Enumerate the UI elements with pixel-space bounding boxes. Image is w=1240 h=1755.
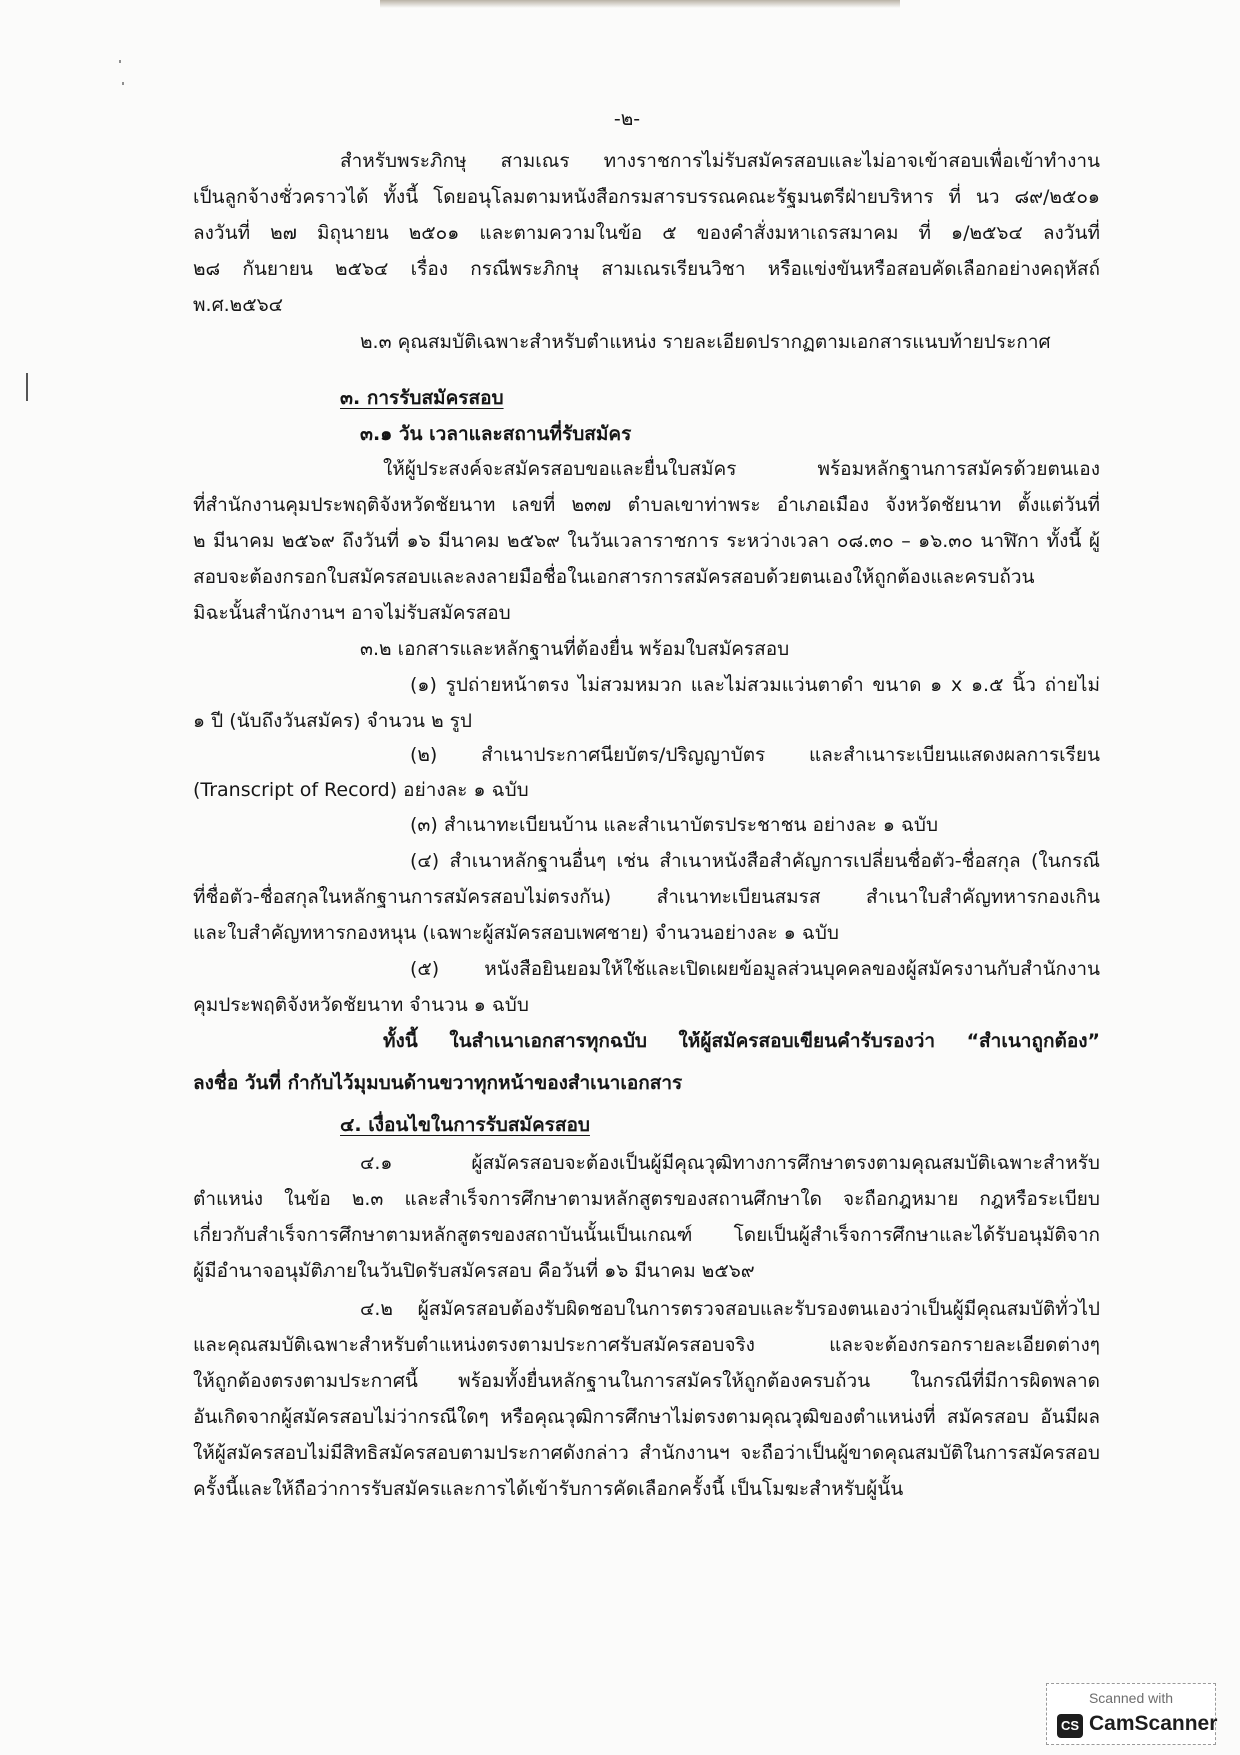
- text-line: ตำแหน่ง ในข้อ ๒.๓ และสำเร็จการศึกษาตามหลักสูตรของสถานศึกษาใด จะถือกฎหมาย กฎหรือระเบียบ: [193, 1188, 1100, 1210]
- section-4-heading: ๔. เงื่อนไขในการรับสมัครสอบ: [340, 1114, 590, 1136]
- text-line: ที่ชื่อตัว-ชื่อสกุลในหลักฐานการสมัครสอบไม่ตรงกัน) สำเนาทะเบียนสมรส สำเนาใบสำคัญทหารกองเกิน: [193, 886, 1100, 908]
- scan-speck: [119, 60, 121, 63]
- section-3-heading: ๓. การรับสมัครสอบ: [340, 387, 504, 409]
- text-line: ครั้งนี้และให้ถือว่าการรับสมัครและการได้เข้ารับการคัดเลือกครั้งนี้ เป็นโมฆะสำหรับผู้นั้น: [193, 1478, 904, 1500]
- text-line: สอบจะต้องกรอกใบสมัครสอบและลงลายมือชื่อในเอกสารการสมัครสอบด้วยตนเองให้ถูกต้องและครบถ้วน: [193, 566, 1035, 588]
- text-line: และใบสำคัญทหารกองหนุน (เฉพาะผู้สมัครสอบเพศชาย) จำนวนอย่างละ ๑ ฉบับ: [193, 922, 839, 944]
- section-3-1-heading: ๓.๑ วัน เวลาและสถานที่รับสมัคร: [360, 423, 632, 445]
- text-line: ผู้มีอำนาจอนุมัติภายในวันปิดรับสมัครสอบ คือวันที่ ๑๖ มีนาคม ๒๕๖๙: [193, 1260, 755, 1282]
- text-line: เกี่ยวกับสำเร็จการศึกษาตามหลักสูตรของสถาบันนั้นเป็นเกณฑ์ โดยเป็นผู้สำเร็จการศึกษาและได้รับอนุมัติจาก: [193, 1224, 1100, 1246]
- section-3-2-heading: ๓.๒ เอกสารและหลักฐานที่ต้องยื่น พร้อมใบสมัครสอบ: [360, 638, 790, 660]
- watermark-caption: Scanned with: [1088, 1690, 1174, 1706]
- text-line: ทั้งนี้ ในสำเนาเอกสารทุกฉบับ ให้ผู้สมัครสอบเขียนคำรับรองว่า “สำเนาถูกต้อง”: [383, 1030, 1100, 1052]
- text-line: ให้ผู้สมัครสอบไม่มีสิทธิสมัครสอบตามประกาศดังกล่าว สำนักงานฯ จะถือว่าเป็นผู้ขาดคุณสมบัติในการสมัครสอบ: [193, 1442, 1100, 1464]
- text-line: ให้ถูกต้องตรงตามประกาศนี้ พร้อมทั้งยื่นหลักฐานในการสมัครให้ถูกต้องครบถ้วน ในกรณีที่มีการผิดพลาด: [193, 1370, 1100, 1392]
- text-line: คุมประพฤติจังหวัดชัยนาท จำนวน ๑ ฉบับ: [193, 994, 529, 1016]
- text-line: ๔.๒ ผู้สมัครสอบต้องรับผิดชอบในการตรวจสอบและรับรองตนเองว่าเป็นผู้มีคุณสมบัติทั่วไป: [360, 1298, 1100, 1320]
- text-line: มิฉะนั้นสำนักงานฯ อาจไม่รับสมัครสอบ: [193, 602, 511, 624]
- text-line: เป็นลูกจ้างชั่วคราวได้ ทั้งนี้ โดยอนุโลมตามหนังสือกรมสารบรรณคณะรัฐมนตรีฝ่ายบริหาร ที่ นว ๘๙/๒๕๐๑: [193, 186, 1100, 208]
- text-line: สำหรับพระภิกษุ สามเณร ทางราชการไม่รับสมัครสอบและไม่อาจเข้าสอบเพื่อเข้าทำงาน: [340, 150, 1100, 172]
- scan-margin-mark: [26, 373, 28, 401]
- scan-edge-shadow: [380, 0, 900, 8]
- text-line: (๑) รูปถ่ายหน้าตรง ไม่สวมหมวก และไม่สวมแว่นตาดำ ขนาด ๑ x ๑.๕ นิ้ว ถ่ายไม่: [410, 674, 1100, 696]
- text-line: (๕) หนังสือยินยอมให้ใช้และเปิดเผยข้อมูลส่วนบุคคลของผู้สมัครงานกับสำนักงาน: [410, 958, 1100, 980]
- text-line: ให้ผู้ประสงค์จะสมัครสอบขอและยื่นใบสมัคร พร้อมหลักฐานการสมัครด้วยตนเอง: [383, 458, 1100, 480]
- text-line: และคุณสมบัติเฉพาะสำหรับตำแหน่งตรงตามประกาศรับสมัครสอบจริง และจะต้องกรอกรายละเอียดต่างๆ: [193, 1334, 1100, 1356]
- text-line: (๔) สำเนาหลักฐานอื่นๆ เช่น สำเนาหนังสือสำคัญการเปลี่ยนชื่อตัว-ชื่อสกุล (ในกรณี: [410, 850, 1100, 872]
- scan-speck: [122, 82, 124, 85]
- text-line: ๑ ปี (นับถึงวันสมัคร) จำนวน ๒ รูป: [193, 710, 472, 732]
- text-line: พ.ศ.๒๕๖๔: [193, 294, 284, 316]
- camscanner-logo-icon: CS: [1057, 1714, 1083, 1738]
- text-line: ๒๘ กันยายน ๒๕๖๔ เรื่อง กรณีพระภิกษุ สามเณรเรียนวิชา หรือแข่งขันหรือสอบคัดเลือกอย่างคฤหัสถ์: [193, 258, 1100, 280]
- text-line: ๔.๑ ผู้สมัครสอบจะต้องเป็นผู้มีคุณวุฒิทางการศึกษาตรงตามคุณสมบัติเฉพาะสำหรับ: [360, 1152, 1100, 1174]
- text-line: ที่สำนักงานคุมประพฤติจังหวัดชัยนาท เลขที่ ๒๓๗ ตำบลเขาท่าพระ อำเภอเมือง จังหวัดชัยนาท ตั้งแต่วันที่: [193, 494, 1100, 516]
- text-line: (๓) สำเนาทะเบียนบ้าน และสำเนาบัตรประชาชน อย่างละ ๑ ฉบับ: [410, 814, 939, 836]
- text-line: (Transcript of Record) อย่างละ ๑ ฉบับ: [193, 779, 529, 801]
- text-line: ลงชื่อ วันที่ กำกับไว้มุมบนด้านขวาทุกหน้าของสำเนาเอกสาร: [193, 1072, 683, 1094]
- section-2-3-heading: ๒.๓ คุณสมบัติเฉพาะสำหรับตำแหน่ง รายละเอียดปรากฏตามเอกสารแนบท้ายประกาศ: [360, 331, 1051, 353]
- camscanner-watermark: [1046, 1683, 1216, 1745]
- watermark-brand: CamScanner: [1089, 1712, 1218, 1735]
- text-line: ลงวันที่ ๒๗ มิถุนายน ๒๕๐๑ และตามความในข้อ ๕ ของคำสั่งมหาเถรสมาคม ที่ ๑/๒๕๖๔ ลงวันที่: [193, 222, 1100, 244]
- text-line: ๒ มีนาคม ๒๕๖๙ ถึงวันที่ ๑๖ มีนาคม ๒๕๖๙ ในวันเวลาราชการ ระหว่างเวลา ๐๘.๓๐ – ๑๖.๓๐ นาฬิกา ทั้งนี้ ผู้: [193, 530, 1100, 552]
- text-line: (๒) สำเนาประกาศนียบัตร/ปริญญาบัตร และสำเนาระเบียนแสดงผลการเรียน: [410, 744, 1100, 766]
- text-line: อันเกิดจากผู้สมัครสอบไม่ว่ากรณีใดๆ หรือคุณวุฒิการศึกษาไม่ตรงตามคุณวุฒิของตำแหน่งที่ สมัครสอบ อันมีผล: [193, 1406, 1100, 1428]
- page-number: -๒-: [613, 108, 641, 130]
